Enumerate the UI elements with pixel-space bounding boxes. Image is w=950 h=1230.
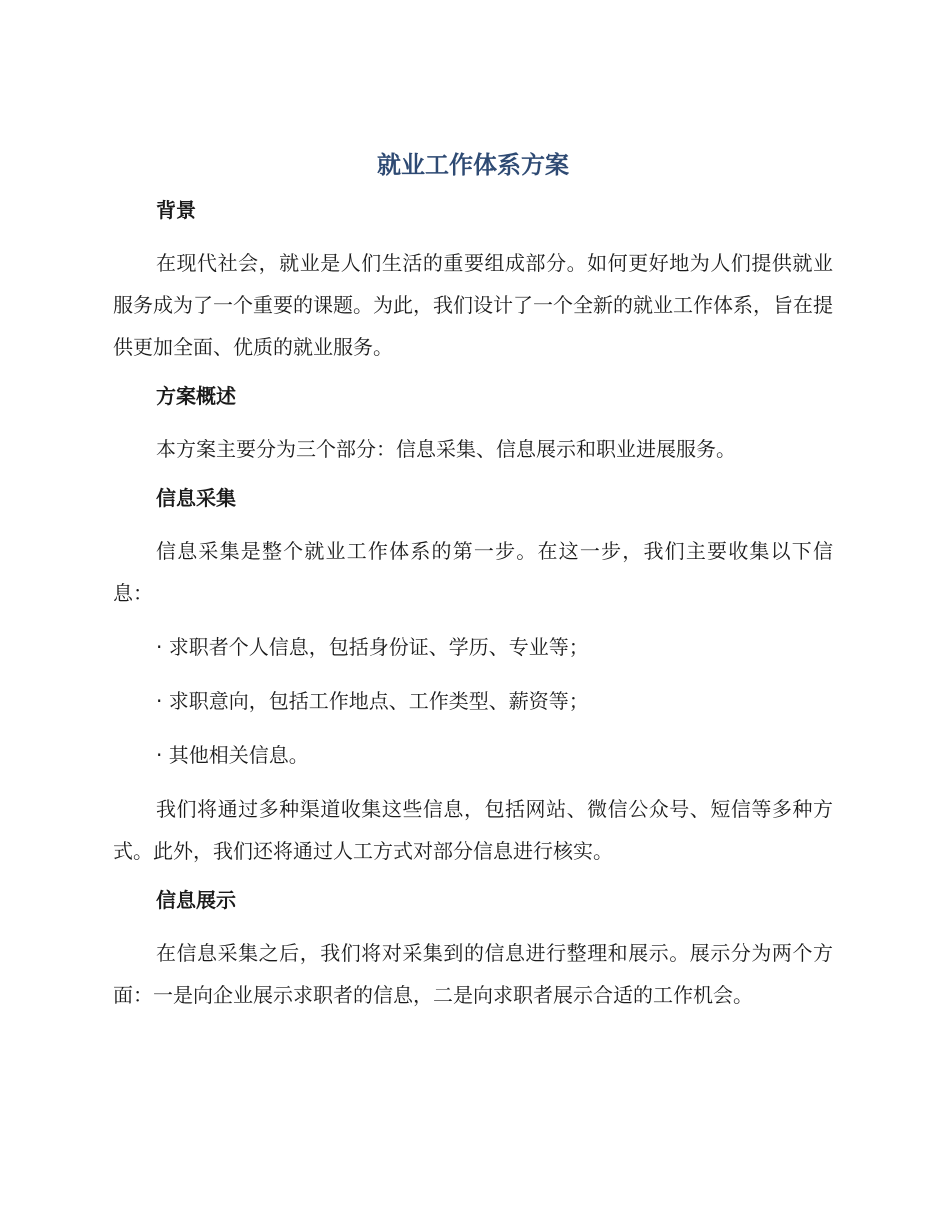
document-body xyxy=(113,148,833,1016)
section-heading-display: 信息展示 xyxy=(156,888,236,912)
background-paragraph: 在现代社会，就业是人们生活的重要组成部分。如何更好地为人们提供就业服务成为了一个重要的课题。为此，我们设计了一个全新的就业工作体系，旨在提供更加全面、优质的就业服务。 xyxy=(113,251,833,359)
list-item: · 求职者个人信息，包括身份证、学历、专业等； xyxy=(156,635,589,659)
collection-paragraph: 信息采集是整个就业工作体系的第一步。在这一步，我们主要收集以下信息： xyxy=(113,539,833,605)
document-title: 就业工作体系方案 xyxy=(377,151,569,179)
overview-paragraph: 本方案主要分为三个部分：信息采集、信息展示和职业进展服务。 xyxy=(156,437,736,461)
list-item: · 求职意向，包括工作地点、工作类型、薪资等； xyxy=(156,689,589,713)
display-paragraph: 在信息采集之后，我们将对采集到的信息进行整理和展示。展示分为两个方面：一是向企业展示求职者的信息，二是向求职者展示合适的工作机会。 xyxy=(113,941,833,1007)
collection-closing-paragraph: 我们将通过多种渠道收集这些信息，包括网站、微信公众号、短信等多种方式。此外，我们还将通过人工方式对部分信息进行核实。 xyxy=(113,797,833,863)
section-heading-collection: 信息采集 xyxy=(156,486,236,510)
section-heading-background: 背景 xyxy=(156,198,196,222)
list-item: · 其他相关信息。 xyxy=(156,743,309,767)
section-heading-overview: 方案概述 xyxy=(156,384,236,408)
